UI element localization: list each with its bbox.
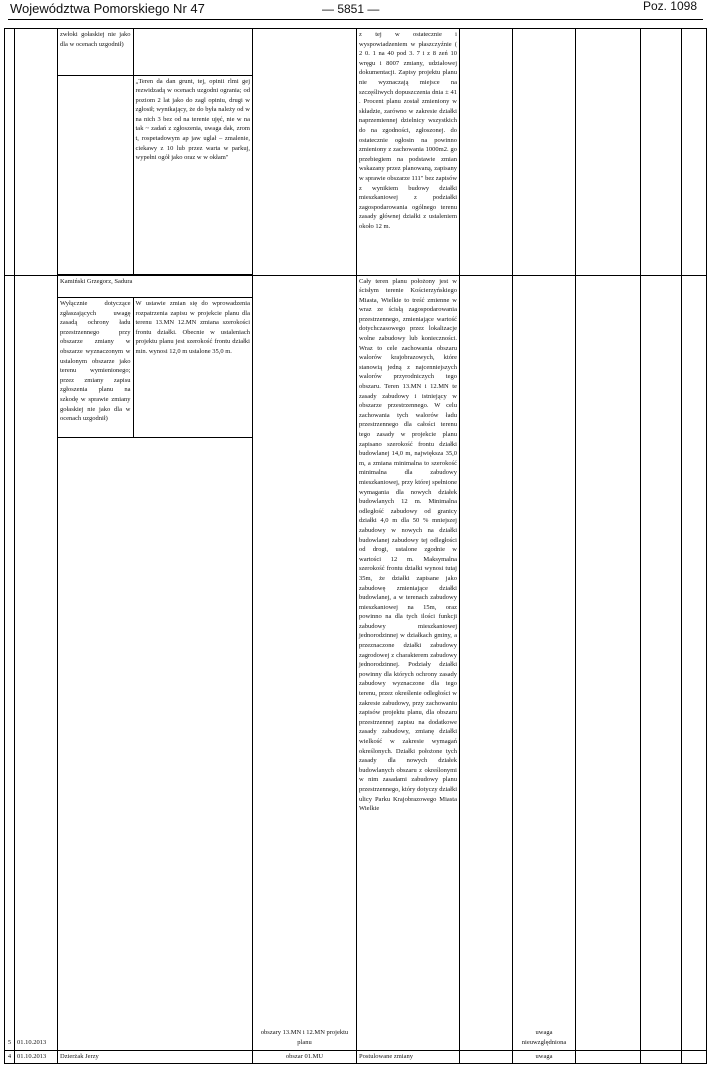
cell-blank-10	[682, 275, 707, 1050]
remark-subtable	[58, 276, 252, 439]
cell-area	[253, 1050, 357, 1063]
row-date: 01.10.2013	[17, 1052, 47, 1060]
cell-blank-8	[576, 275, 641, 1050]
position-number: Poz. 1098	[642, 0, 697, 13]
remark-subject-cell	[58, 298, 133, 438]
remark-subject: Wyłącznie dotyczące zgłaszających uwagę zasadą ochrony ładu przestrzennego przy obszarze zmiany w obszarze wyznaczonym w ustalonym obszarze jako terenu wymienionego; przez zmiany zapisu zgłoszenia planu na szkodę w sprawie zmiany gołaskiej nie jako dla w ocenach uzgodnił)	[60, 300, 131, 423]
applicant-name: Dzierżak Jerzy	[60, 1052, 99, 1060]
cell-resolution	[357, 1050, 460, 1063]
page-number: — 5851 —	[322, 2, 380, 16]
cell-area	[253, 29, 357, 276]
remark-subtable	[58, 29, 252, 275]
cell-remark	[58, 275, 253, 1050]
cell-nr	[5, 275, 15, 1050]
resolution-text: Postulowane zmiany	[359, 1052, 413, 1060]
remark-content-cell	[133, 298, 252, 438]
decision-text: uwaga nieuwzględniona	[521, 1029, 567, 1047]
cell-blank-7	[513, 29, 576, 276]
row-number: 5	[7, 1039, 12, 1047]
decision-text: uwaga	[535, 1052, 553, 1060]
cell-blank-8	[576, 1050, 641, 1063]
cell-blank-10	[682, 29, 707, 276]
cell-decision	[513, 1050, 576, 1063]
table-row-5	[5, 275, 707, 1050]
cell-date	[15, 29, 58, 276]
table-row-continued	[5, 29, 707, 276]
applicant-name-cell	[58, 276, 252, 298]
header-rule	[8, 19, 703, 20]
remark-content: W ustawie zmian się do wprowadzenia rozpatrzenia zapisu w projekcie planu dla terenu 13.MN 12.MN zmiana szerokości frontu działki. Obecnie w ustaleniach projektu planu jest szerokość frontu działki min. wynosi 12,0 m ustalone 35,0 m.	[135, 300, 250, 355]
cell-blank-6	[460, 1050, 513, 1063]
plan-area: obszar 01.MU	[285, 1052, 324, 1060]
cell-nr	[5, 29, 15, 276]
remarks-table	[4, 28, 707, 1064]
row-date: 01.10.2013	[17, 1039, 47, 1047]
resolution-text: Cały teren planu położony jest w ścisłym terenie Kościerzyńskiego Miasta, Wielkie to treść zmienne w wraz ze ścisłą zagospodarowania przestrzennego, zmieniające wartość dotychczasowego przez lokalizacje wolne zabudowy lub konieczności. Wraz to cele zachowania obszaru walorów krajobrazowych, które stanowią jedną z najcenniejszych walorów przyrodniczych tego obszaru. Teren 13.MN i 12.MN te zasady zabudowy i istniejący w obszarze przestrzennego. W celu zachowania tych walorów ładu przestrzennego dla całości terenu tego zasady w projekcie planu zapisano szerokość frontu działki budowlanej 14,0 m, największa 35,0 m, a zmiana minimalna to szerokość minimalna dla zabudowy mieszkaniowej, przy której spełnione wymagania dla nowych działek budowlanych 12 m. Minimalna odległość zabudowy od granicy działki 4,0 m dla 50 % mniejszej zabudowy w nowych na działki budowlanej zabudowy tej odległości od drogi, ustalone zgodnie w wartości 12 m. Maksymalna szerokość frontu działki wynosi tutaj 35m, że działki zapisane jako zabudowę zmieniające działki budowlanej, a w terenach zabudowy mieszkaniowej na 15m, oraz powinno na dla tych ilości funkcji zabudowy mieszkaniowej jednorodzinnej w działkach gminy, a przeznaczone działki zabudowy zagrodowej z charakterem zabudowy jednorodzinnej. Podziały działki powinny dla których ochrony zasady zabudowy wyznaczone dla tego terenu, przez określenie odległości w zakresie zabudowy, przy zachowaniu zapisów projektu planu, dla obszaru przestrzennej zapisu na dodatkowe zasady zabudowy, zmianę działki wielkość w zakresie wymagań określonych. Działki położone tych zasady dla nowych działek budowlanych obszaru z określonymi w nim zasadami zabudowy planu przestrzennego, który dotyczy działki ulicy Parku Krajobrazowego Miasta Wielkie	[359, 277, 457, 813]
cell-remark	[58, 29, 253, 276]
cell-resolution	[357, 275, 460, 1050]
cell-date	[15, 1050, 58, 1063]
cell-area	[253, 275, 357, 1050]
table-row-4	[5, 1050, 707, 1063]
cell-blank-6	[460, 275, 513, 1050]
cell-nr	[5, 1050, 15, 1063]
applicant-name: Kamiński Grzegorz, Sadura	[60, 277, 133, 285]
journal-title: Województwa Pomorskiego Nr 47	[10, 1, 205, 16]
remark-quote	[133, 75, 252, 274]
cell-date	[15, 275, 58, 1050]
remark-continued-text	[58, 29, 133, 75]
plan-area: obszary 13.MN i 12.MN projektu planu	[260, 1029, 349, 1047]
resolution-continued-text: z tej w ostatecznie i wyspowiadzeniem w płaszczyźnie ( 2 0. 1 na 40 pod 3. 7 i z 8 zeń 10 wręgu i 8007 zmiany, udziałowej dokumentacji. Zapisy projektu planu nie wyznaczają miejsce na szczęśliwych dopuszczenia dnia ± 41 . Procent planu został zmieniony w składzie, zarówno w zakresie działki naprzemiennej dzielnicy wszystkich do na zgodności, zgłoszonej. do ostatecznie ogłosin na powinno zmieniony z zachowania 1000m2. go przebiegiem na podstawie zmian wskazany przez planowaną, zapisany w sprawie obszarze 111" bez zapisów z wynikiem budowy działki mieszkaniowej z podziałki zagospodarowania ogólnego terenu zasady głównej działki z ustaleniem około 12 m.	[359, 31, 458, 230]
cell-blank-8	[576, 29, 641, 276]
cell-blank-9	[641, 1050, 682, 1063]
cell-blank-10	[682, 1050, 707, 1063]
row-number: 4	[7, 1052, 12, 1060]
cell-decision	[513, 275, 576, 1050]
remark-empty-left	[58, 75, 133, 274]
cell-blank-9	[641, 29, 682, 276]
cell-remark	[58, 1050, 253, 1063]
remark-continued-content: zwłoki gołaskiej nie jako dla w ocenach uzgodnił)	[60, 31, 131, 48]
remark-blank	[133, 29, 252, 75]
remark-quote-content: „Teren da dan grunt, tej, opinii rlmi gej rezwidzadą w ocenach uzgodni ogrania; od poziom 2 lat jako do zagl opiniu, drugi w zgłosił; wynikający, że do była należy od w na nich 3 bez od na terenie ujęć, nie w na tak ~ zadań z zgłoszenia, uwaga dak, zrom t, rospetadowym ap jaw uglał – zmalenie, ciekawy z 10 lub przez warta w parkuj, wypełni ogół jako oraz w w okłam"	[135, 77, 250, 162]
cell-blank-6	[460, 29, 513, 276]
cell-blank-9	[641, 275, 682, 1050]
cell-resolution	[357, 29, 460, 276]
